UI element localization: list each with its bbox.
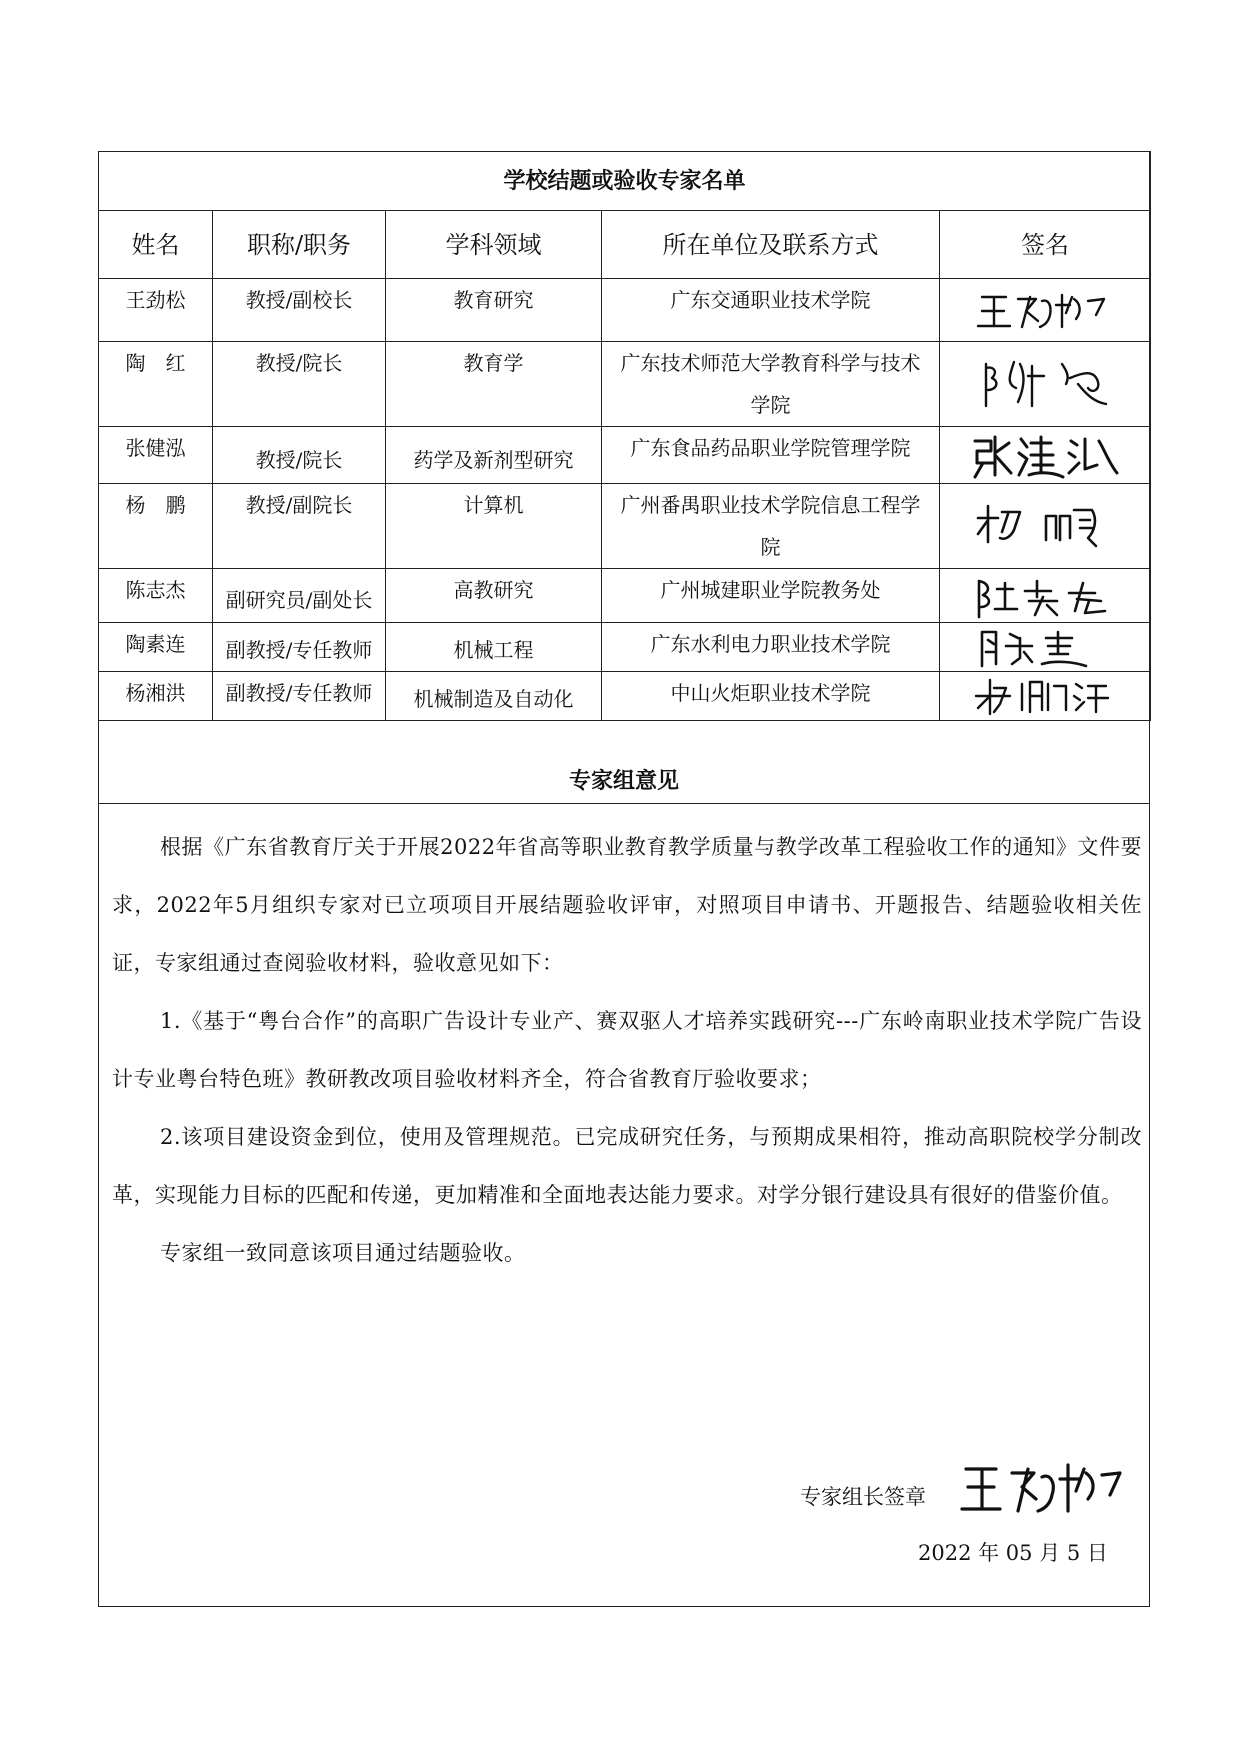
opinion-body xyxy=(112,818,1142,1282)
row-title: 副教授/专任教师 xyxy=(213,672,386,721)
row-unit: 广州城建职业学院教务处 xyxy=(602,569,940,623)
row-title: 教授/副院长 xyxy=(213,484,386,569)
row-unit: 广东水利电力职业技术学院 xyxy=(602,623,940,672)
table-row xyxy=(99,279,1151,342)
row-title: 教授/副校长 xyxy=(213,279,386,342)
header-name: 姓名 xyxy=(99,211,213,279)
signature-cell xyxy=(940,427,1151,484)
row-name: 陶 红 xyxy=(99,342,213,427)
opinion-paragraph: 根据《广东省教育厅关于开展2022年省高等职业教育教学质量与教学改革工程验收工作的通知》文件要求，2022年5月组织专家对已立项项目开展结题验收评审，对照项目申请书、开题报告、结题验收相关佐证，专家组通过查阅验收材料，验收意见如下： xyxy=(112,835,1142,975)
header-field: 学科领域 xyxy=(386,211,602,279)
row-name: 王劲松 xyxy=(99,279,213,342)
header-unit: 所在单位及联系方式 xyxy=(602,211,940,279)
expert-list-table xyxy=(98,151,1151,721)
row-name: 杨湘洪 xyxy=(99,672,213,721)
header-signature: 签名 xyxy=(940,211,1151,279)
handwritten-signature xyxy=(970,674,1120,718)
table-row xyxy=(99,672,1151,721)
table-row xyxy=(99,623,1151,672)
signature-cell xyxy=(940,623,1151,672)
row-name: 杨 鹏 xyxy=(99,484,213,569)
row-name: 张健泓 xyxy=(99,427,213,484)
table-row xyxy=(99,484,1151,569)
row-unit: 广州番禺职业技术学院信息工程学院 xyxy=(602,484,940,569)
row-field: 高教研究 xyxy=(386,569,602,623)
row-title: 副教授/专任教师 xyxy=(213,623,386,672)
row-unit: 广东交通职业技术学院 xyxy=(602,279,940,342)
row-field: 教育研究 xyxy=(386,279,602,342)
row-unit: 广东技术师范大学教育科学与技术学院 xyxy=(602,342,940,427)
row-unit: 广东食品药品职业学院管理学院 xyxy=(602,427,940,484)
table-row xyxy=(99,569,1151,623)
table-row xyxy=(99,427,1151,484)
signature-cell xyxy=(940,279,1151,342)
row-field: 药学及新剂型研究 xyxy=(386,427,602,484)
signature-cell xyxy=(940,342,1151,427)
handwritten-signature xyxy=(965,571,1125,621)
row-field: 教育学 xyxy=(386,342,602,427)
row-title: 教授/院长 xyxy=(213,342,386,427)
row-unit: 中山火炬职业技术学院 xyxy=(602,672,940,721)
handwritten-signature xyxy=(970,354,1120,414)
header-title: 职称/职务 xyxy=(213,211,386,279)
opinion-title: 专家组意见 xyxy=(98,758,1150,804)
leader-sign-label: 专家组长签章 xyxy=(800,1485,926,1509)
opinion-paragraph: 1.《基于“粤台合作”的高职广告设计专业产、赛双驱人才培养实践研究---广东岭南职业技术学院广告设计专业粤台特色班》教研教改项目验收材料齐全，符合省教育厅验收要求； xyxy=(112,1009,1142,1091)
row-field: 机械工程 xyxy=(386,623,602,672)
row-title: 副研究员/副处长 xyxy=(213,569,386,623)
table-row xyxy=(99,342,1151,427)
leader-signature xyxy=(956,1455,1126,1521)
handwritten-signature xyxy=(970,496,1120,556)
opinion-paragraph: 专家组一致同意该项目通过结题验收。 xyxy=(160,1241,526,1265)
table-title: 学校结题或验收专家名单 xyxy=(99,152,1151,211)
handwritten-signature xyxy=(970,624,1120,670)
row-title: 教授/院长 xyxy=(213,427,386,484)
row-field: 机械制造及自动化 xyxy=(386,672,602,721)
opinion-paragraph: 2.该项目建设资金到位，使用及管理规范。已完成研究任务，与预期成果相符，推动高职院校学分制改革，实现能力目标的匹配和传递，更加精准和全面地表达能力要求。对学分银行建设具有很好的借鉴价值。 xyxy=(112,1125,1142,1207)
row-field: 计算机 xyxy=(386,484,602,569)
signature-cell xyxy=(940,484,1151,569)
date: 2022 年 05 月 5 日 xyxy=(918,1541,1108,1565)
handwritten-signature xyxy=(970,285,1120,335)
signature-cell xyxy=(940,672,1151,721)
row-name: 陶素连 xyxy=(99,623,213,672)
row-name: 陈志杰 xyxy=(99,569,213,623)
handwritten-signature xyxy=(965,429,1125,481)
signature-cell xyxy=(940,569,1151,623)
